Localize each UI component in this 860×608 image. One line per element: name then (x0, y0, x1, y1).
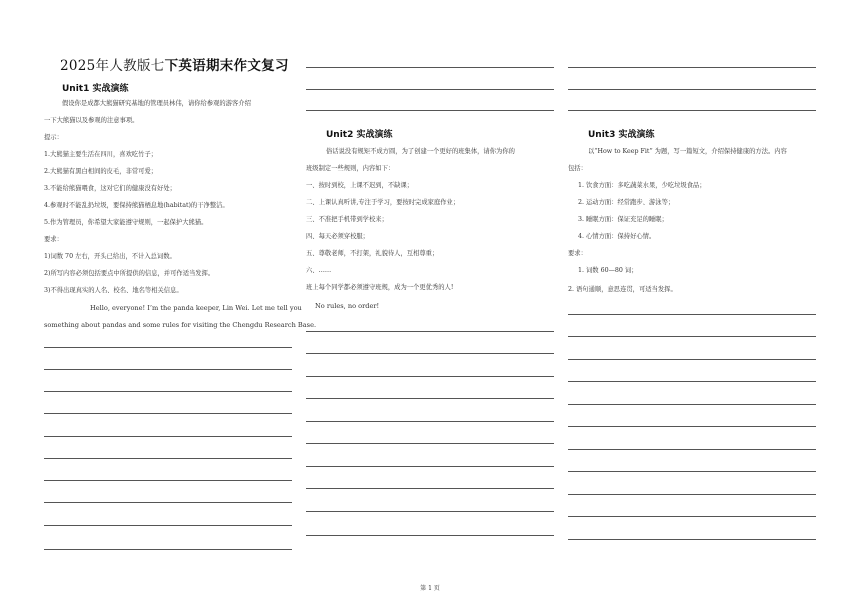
unit3-req-label: 要求： (568, 250, 587, 257)
writing-line (306, 421, 554, 422)
unit1-hint-3: 3.不能给熊猫喂食，这对它们的健康没有好处； (44, 185, 176, 192)
writing-line (306, 353, 554, 354)
writing-line (44, 436, 292, 437)
unit1-opening-line1: Hello, everyone! I’m the panda keeper, Lin Wei. Let me tell you (90, 304, 302, 312)
writing-line (568, 359, 816, 360)
writing-line (306, 535, 554, 536)
writing-line (568, 336, 816, 337)
writing-line (568, 89, 816, 90)
unit3-req-1: 1. 词数 60—80 词； (578, 267, 638, 274)
unit1-req-label: 要求： (44, 236, 63, 243)
document-title (60, 54, 289, 74)
unit1-heading: Unit1 实战演练 (62, 84, 129, 94)
writing-line (568, 426, 816, 427)
writing-line (306, 110, 554, 111)
writing-line (44, 391, 292, 392)
unit2-rule-3: 三、不准把手机带到学校来； (306, 216, 388, 223)
unit3-item-3: 3. 睡眠方面：保证充足的睡眠； (578, 216, 668, 223)
writing-line (306, 488, 554, 489)
page-number: 第 1 页 (420, 585, 440, 592)
unit1-intro-line2: 一下大熊猫以及参观的注意事项。 (44, 117, 139, 124)
unit1-hint-5: 5.作为管理员，你希望大家能遵守规则，一起保护大熊猫。 (44, 219, 208, 226)
unit2-rule-4: 四、每天必须穿校服； (306, 233, 369, 240)
unit3-intro-line2: 包括： (568, 165, 587, 172)
unit2-closing: 班上每个同学都必须遵守班规，成为一个更优秀的人! (306, 284, 454, 291)
unit1-req-2: 2)所写内容必须包括要点中所提供的信息，并可作适当发挥。 (44, 270, 215, 277)
writing-line (306, 398, 554, 399)
unit1-hint-1: 1.大熊猫主要生活在四川，喜欢吃竹子； (44, 151, 158, 158)
unit2-opening: No rules, no order! (315, 302, 380, 310)
unit1-req-1: 1)词数 70 左右，开头已给出，不计入总词数。 (44, 253, 176, 260)
writing-line (568, 67, 816, 68)
writing-line (44, 549, 292, 550)
writing-line (306, 376, 554, 377)
unit1-intro-line1: 假设你是成都大熊猫研究基地的管理员林伟，请你给参观的游客介绍 (62, 100, 251, 107)
writing-line (568, 381, 816, 382)
writing-line (568, 516, 816, 517)
title-bold-part: 下英语期末作文复习 (164, 58, 289, 74)
writing-line (44, 458, 292, 459)
title-regular-part: 2025年人教版七 (60, 58, 165, 74)
unit3-intro-line1: 以“How to Keep Fit” 为题，写一篇短文，介绍保持健康的方法。内容 (588, 148, 787, 155)
unit3-item-1: 1. 饮食方面：多吃蔬菜水果，少吃垃圾食品； (578, 182, 706, 189)
writing-line (44, 413, 292, 414)
unit1-hint-4: 4.参观时不能乱扔垃圾，要保持熊猫栖息地(habitat)的干净整洁。 (44, 202, 229, 209)
writing-line (44, 525, 292, 526)
unit2-intro-line1: 俗话说没有规矩不成方圆，为了创建一个更好的班集体，请你为你的 (326, 148, 515, 155)
unit2-rule-5: 五、尊敬老师，不打架，礼貌待人，互相尊重； (306, 250, 439, 257)
unit1-hint-label: 提示： (44, 134, 63, 141)
writing-line (568, 539, 816, 540)
writing-line (568, 110, 816, 111)
unit2-heading: Unit2 实战演练 (326, 130, 393, 140)
unit3-item-4: 4. 心情方面：保持好心情。 (578, 233, 656, 240)
writing-line (568, 494, 816, 495)
unit2-rule-6: 六、…… (306, 267, 332, 274)
unit1-req-3: 3)不得出现真实的人名、校名、地名等相关信息。 (44, 287, 183, 294)
unit2-rule-1: 一、按时到校，上课不迟到，不缺课； (306, 182, 414, 189)
writing-line (568, 449, 816, 450)
writing-line (44, 347, 292, 348)
writing-line (306, 67, 554, 68)
writing-line (568, 471, 816, 472)
writing-line (306, 89, 554, 90)
writing-line (306, 511, 554, 512)
unit3-heading: Unit3 实战演练 (588, 130, 655, 140)
writing-line (306, 331, 554, 332)
writing-line (568, 404, 816, 405)
unit3-item-2: 2. 运动方面：经常跑步、游泳等； (578, 199, 675, 206)
unit1-opening-line2: something about pandas and some rules for visiting the Chengdu Research Base. (44, 321, 317, 329)
writing-line (44, 369, 292, 370)
writing-line (568, 314, 816, 315)
unit1-hint-2: 2.大熊猫有黑白相间的皮毛，非常可爱； (44, 168, 158, 175)
writing-line (44, 502, 292, 503)
writing-line (306, 466, 554, 467)
unit2-intro-line2: 班级制定一些规则，内容如下： (306, 165, 395, 172)
writing-line (44, 480, 292, 481)
unit2-rule-2: 二、上课认真听讲,专注于学习，要按时完成家庭作业； (306, 199, 460, 206)
unit3-req-2: 2. 语句通顺，意思连贯，可适当发挥。 (568, 286, 677, 293)
writing-line (306, 443, 554, 444)
